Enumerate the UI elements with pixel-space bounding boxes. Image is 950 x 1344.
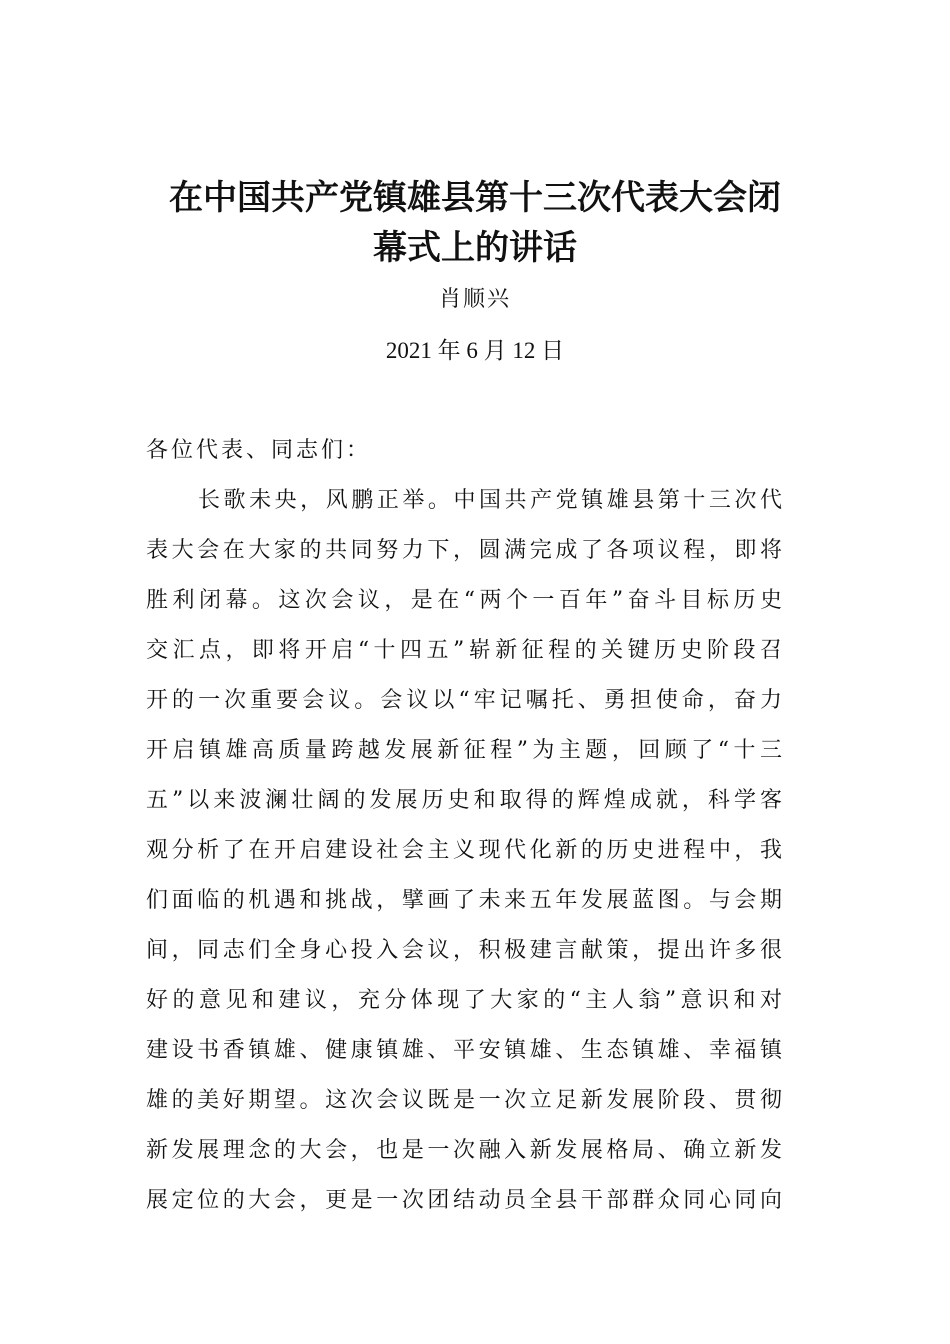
body-line: 胜利闭幕。这次会议，是在“两个一百年”奋斗目标历史	[146, 588, 782, 613]
body-line: 新发展理念的大会，也是一次融入新发展格局、确立新发	[146, 1138, 782, 1163]
document-title-line-2: 幕式上的讲话	[373, 228, 577, 268]
salutation: 各位代表、同志们：	[146, 438, 372, 463]
body-line: 交汇点，即将开启“十四五”崭新征程的关键历史阶段召	[146, 638, 782, 663]
speech-date: 2021 年 6 月 12 日	[385, 338, 565, 363]
body-line: 间，同志们全身心投入会议，积极建言献策，提出许多很	[146, 938, 782, 963]
body-line: 建设书香镇雄、健康镇雄、平安镇雄、生态镇雄、幸福镇	[146, 1038, 782, 1063]
body-line: 长歌未央，风鹏正举。中国共产党镇雄县第十三次代	[198, 488, 782, 513]
body-line: 好的意见和建议，充分体现了大家的“主人翁”意识和对	[146, 988, 782, 1013]
document-title-line-1: 在中国共产党镇雄县第十三次代表大会闭	[169, 178, 781, 218]
body-line: 观分析了在开启建设社会主义现代化新的历史进程中，我	[146, 838, 782, 863]
body-line: 开启镇雄高质量跨越发展新征程”为主题，回顾了“十三	[146, 738, 782, 763]
body-line: 雄的美好期望。这次会议既是一次立足新发展阶段、贯彻	[146, 1088, 782, 1113]
body-line: 展定位的大会，更是一次团结动员全县干部群众同心同向	[146, 1188, 782, 1213]
body-line: 们面临的机遇和挑战，擘画了未来五年发展蓝图。与会期	[146, 888, 782, 913]
body-line: 开的一次重要会议。会议以“牢记嘱托、勇担使命，奋力	[146, 688, 782, 713]
body-line: 五”以来波澜壮阔的发展历史和取得的辉煌成就，科学客	[146, 788, 782, 813]
author-name: 肖顺兴	[438, 287, 511, 312]
body-line: 表大会在大家的共同努力下，圆满完成了各项议程，即将	[146, 538, 782, 563]
